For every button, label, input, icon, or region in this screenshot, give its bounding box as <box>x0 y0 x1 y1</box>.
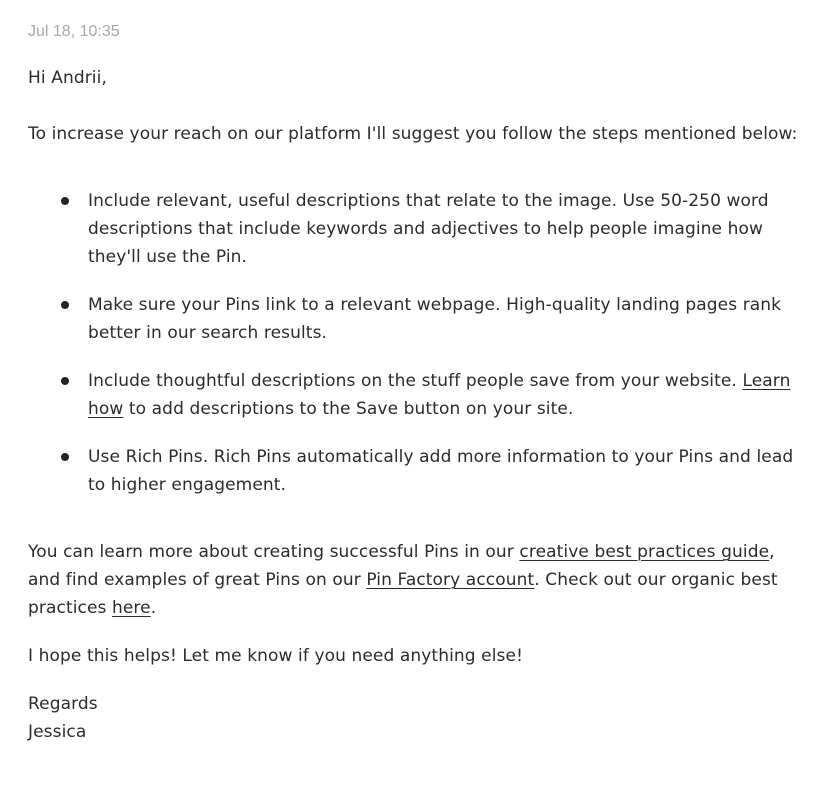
closing-text: . <box>150 598 157 618</box>
signature: Jessica <box>28 722 87 742</box>
closing-text: , and find examples of great Pins on our <box>28 542 775 590</box>
step-text: Use Rich Pins. Rich Pins automatically add more information to your Pins and lead to higher engagement. <box>88 447 794 495</box>
pin-factory-link[interactable]: Pin Factory account <box>366 570 535 590</box>
message-timestamp: Jul 18, 10:35 <box>28 23 120 40</box>
bullet-icon <box>61 453 69 461</box>
step-text: Include relevant, useful descriptions that relate to the image. Use 50-250 word descriptions that include keywords and adjectives to help people imagine how they'll use the Pin. <box>88 191 769 267</box>
step-text: Include thoughtful descriptions on the stuff people save from your website. <box>88 371 743 391</box>
list-item <box>28 291 812 347</box>
closing-paragraph <box>28 538 812 622</box>
step-text: to add descriptions to the Save button on your site. <box>123 399 574 419</box>
creative-best-practices-link[interactable]: creative best practices guide <box>519 542 770 562</box>
message-body <box>28 64 812 746</box>
list-item <box>28 443 812 499</box>
organic-best-practices-link[interactable]: here <box>112 598 151 618</box>
closing-text: . Check out our organic best practices <box>28 570 778 618</box>
help-paragraph: I hope this helps! Let me know if you need anything else! <box>28 646 523 666</box>
learn-how-link[interactable]: Learn how <box>88 371 791 419</box>
list-item <box>28 187 812 271</box>
steps-list <box>28 187 812 499</box>
bullet-icon <box>61 377 69 385</box>
bullet-icon <box>61 301 69 309</box>
step-text: Make sure your Pins link to a relevant webpage. High-quality landing pages rank better in our search results. <box>88 295 782 343</box>
intro-paragraph: To increase your reach on our platform I'll suggest you follow the steps mentioned below: <box>28 124 798 144</box>
closing-text: You can learn more about creating successful Pins in our <box>28 542 520 562</box>
signoff: Regards <box>28 694 98 714</box>
greeting: Hi Andrii, <box>28 68 107 88</box>
list-item <box>28 367 812 423</box>
bullet-icon <box>61 197 69 205</box>
